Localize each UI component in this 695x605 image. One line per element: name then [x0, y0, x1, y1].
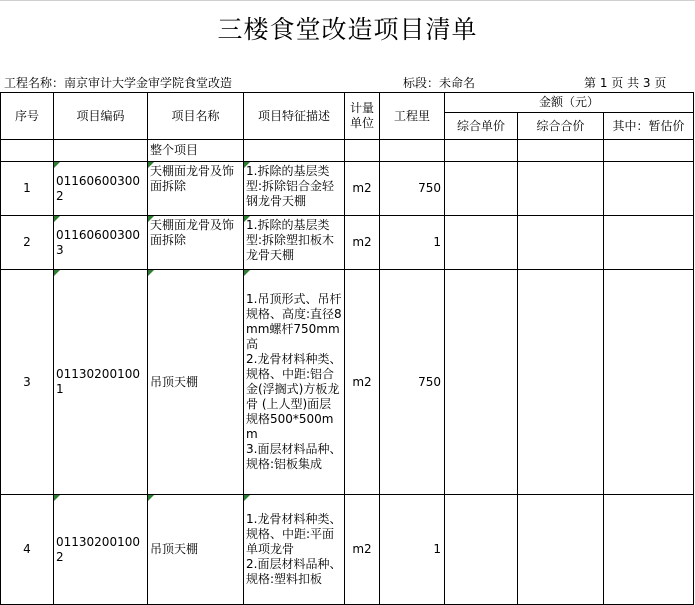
table-row [1, 270, 694, 495]
row-desc: 1.龙骨材料种类、规格、中距:平面单项龙骨 2.面层材料品种、规格:塑料扣板 [244, 495, 345, 605]
col-header-provisional: 其中：暂估价 [604, 113, 694, 140]
col-header-unit-price: 综合单价 [445, 113, 518, 140]
col-header-desc: 项目特征描述 [244, 93, 345, 140]
col-header-amount: 金额（元） [445, 93, 694, 113]
row-unit: m2 [345, 162, 380, 216]
col-header-no: 序号 [1, 93, 54, 140]
row-desc: 1.吊顶形式、吊杆规格、高度:直径8mm螺杆750mm高 2.龙骨材料种类、规格、中距:铝合金(浮搁式)方板龙骨 (上人型)面层规格500*500mm 3.面层材料品种、规格:铝板集成 [244, 270, 345, 495]
group-label: 整个项目 [148, 140, 244, 162]
row-no: 2 [1, 216, 54, 270]
page-title: 三楼食堂改造项目清单 [217, 15, 478, 44]
page-indicator: 第 1 页 共 3 页 [584, 76, 667, 90]
row-qty: 1 [380, 495, 445, 605]
row-code: 011302001002 [54, 495, 148, 605]
group-row [1, 140, 694, 162]
row-qty: 1 [380, 216, 445, 270]
table-row [1, 216, 694, 270]
row-unit: m2 [345, 216, 380, 270]
table-row [1, 162, 694, 216]
top-edge-line [0, 0, 695, 1]
col-header-name: 项目名称 [148, 93, 244, 140]
project-name: 工程名称：南京审计大学金审学院食堂改造 [4, 76, 233, 90]
row-qty: 750 [380, 270, 445, 495]
col-header-qty: 工程里 [380, 93, 445, 140]
row-desc: 1.拆除的基层类型:拆除铝合金轻钢龙骨天棚 [244, 162, 345, 216]
row-name: 天棚面龙骨及饰面拆除 [148, 216, 244, 270]
col-header-total: 综合合价 [518, 113, 604, 140]
row-name: 吊顶天棚 [148, 270, 244, 495]
row-no: 3 [1, 270, 54, 495]
bill-of-quantities-table [0, 92, 694, 605]
row-name: 天棚面龙骨及饰面拆除 [148, 162, 244, 216]
row-code: 011302001001 [54, 270, 148, 495]
row-desc: 1.拆除的基层类型:拆除塑扣板木龙骨天棚 [244, 216, 345, 270]
row-no: 4 [1, 495, 54, 605]
table-row [1, 495, 694, 605]
col-header-code: 项目编码 [54, 93, 148, 140]
row-qty: 750 [380, 162, 445, 216]
row-no: 1 [1, 162, 54, 216]
row-name: 吊顶天棚 [148, 495, 244, 605]
row-unit: m2 [345, 495, 380, 605]
row-unit: m2 [345, 270, 380, 495]
section-label: 标段：未命名 [403, 76, 476, 90]
col-header-unit: 计量单位 [345, 93, 380, 140]
row-code: 011606003003 [54, 216, 148, 270]
row-code: 011606003002 [54, 162, 148, 216]
